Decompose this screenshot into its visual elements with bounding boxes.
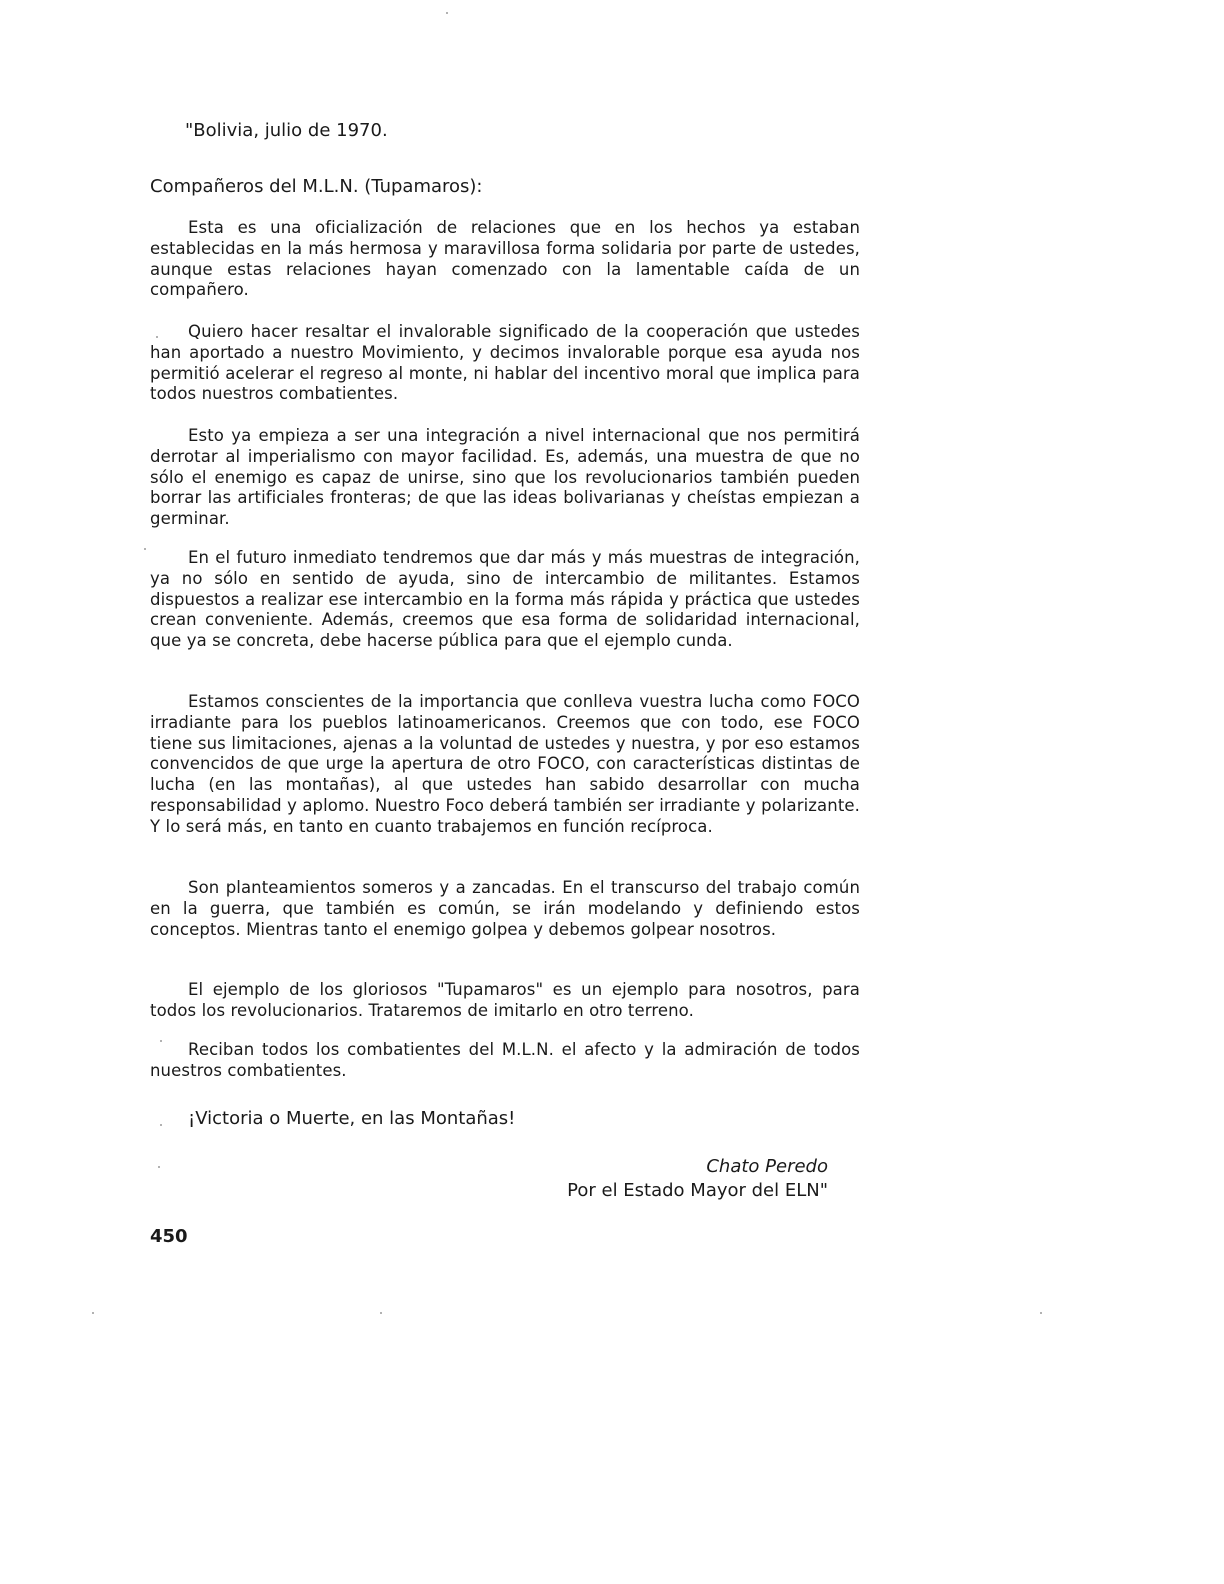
page-number: 450	[150, 1226, 188, 1247]
scan-speck	[446, 12, 448, 14]
scan-speck	[1040, 1312, 1042, 1314]
letter-closing: ¡Victoria o Muerte, en las Montañas!	[188, 1108, 516, 1129]
letter-salutation: Compañeros del M.L.N. (Tupamaros):	[150, 176, 483, 197]
letter-paragraph-7: El ejemplo de los gloriosos "Tupamaros" es un ejemplo para nosotros, para todos los revolucionarios. Trataremos de imitarlo en otro terreno.	[150, 980, 860, 1020]
scan-speck	[158, 1166, 160, 1168]
letter-paragraph-4: En el futuro inmediato tendremos que dar más y más muestras de integración, ya no sólo en sentido de ayuda, sino de intercambio de militantes. Estamos dispuestos a realizar ese intercambio en la forma más rápida y práctica que ustedes crean conveniente. Además, creemos que esa forma de solidaridad internacional, que ya se concreta, debe hacerse pública para que el ejemplo cunda.	[150, 548, 860, 651]
letter-dateline: "Bolivia, julio de 1970.	[185, 120, 388, 141]
signature-name: Chato Peredo	[706, 1156, 828, 1177]
scan-speck	[92, 1312, 94, 1314]
scan-speck	[156, 336, 158, 338]
letter-paragraph-3: Esto ya empieza a ser una integración a nivel internacional que nos permitirá derrotar al imperialismo con mayor facilidad. Es, además, una muestra de que no sólo el enemigo es capaz de unirse, sino que los revolucionarios también pueden borrar las artificiales fronteras; de que las ideas bolivarianas y cheístas empiezan a germinar.	[150, 426, 860, 529]
letter-paragraph-5: Estamos conscientes de la importancia que conlleva vuestra lucha como FOCO irradiante para los pueblos latinoamericanos. Creemos que con todo, ese FOCO tiene sus limitaciones, ajenas a la voluntad de ustedes y nuestra, y por eso estamos convencidos de que urge la apertura de otro FOCO, con características distintas de lucha (en las montañas), al que ustedes han sabido desarrollar con mucha responsabilidad y aplomo. Nuestro Foco deberá también ser irradiante y polarizante. Y lo será más, en tanto en cuanto trabajemos en función recíproca.	[150, 692, 860, 836]
signature-title: Por el Estado Mayor del ELN"	[567, 1180, 828, 1201]
letter-paragraph-8: Reciban todos los combatientes del M.L.N. el afecto y la admiración de todos nuestros combatientes.	[150, 1040, 860, 1080]
scan-speck	[380, 1312, 382, 1314]
letter-paragraph-6: Son planteamientos someros y a zancadas. En el transcurso del trabajo común en la guerra, que también es común, se irán modelando y definiendo estos conceptos. Mientras tanto el enemigo golpea y debemos golpear nosotros.	[150, 878, 860, 939]
letter-paragraph-2: Quiero hacer resaltar el invalorable significado de la cooperación que ustedes han aportado a nuestro Movimiento, y decimos invalorable porque esa ayuda nos permitió acelerar el regreso al monte, ni hablar del incentivo moral que implica para todos nuestros combatientes.	[150, 322, 860, 404]
scan-speck	[160, 1040, 162, 1042]
letter-paragraph-1: Esta es una oficialización de relaciones que en los hechos ya estaban establecidas en la más hermosa y maravillosa forma solidaria por parte de ustedes, aunque estas relaciones hayan comenzado con la lamentable caída de un compañero.	[150, 218, 860, 300]
scan-speck	[160, 1124, 162, 1126]
scan-speck	[144, 548, 146, 550]
